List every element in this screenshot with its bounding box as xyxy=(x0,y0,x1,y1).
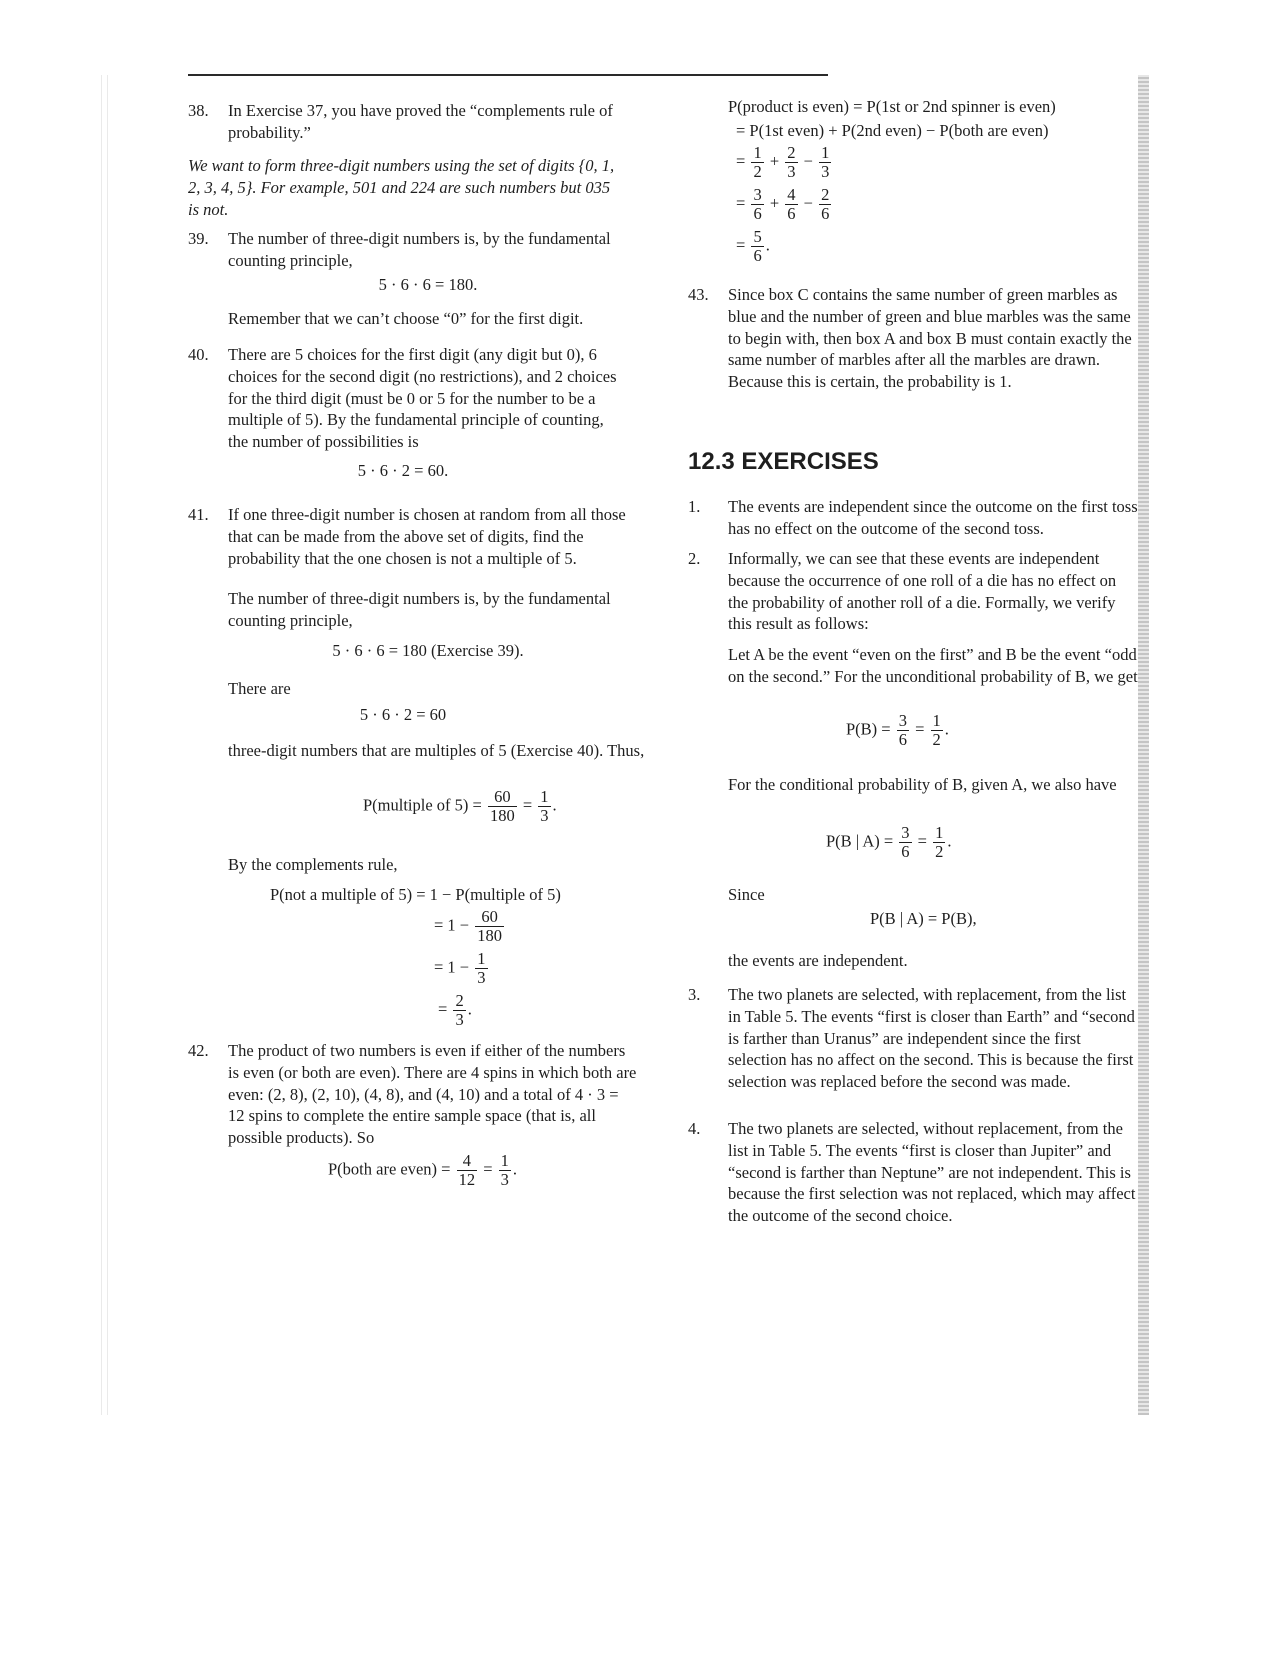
numerator: 1 xyxy=(477,949,486,968)
equation-row: P(not a multiple of 5) = 1 − P(multiple of 5) xyxy=(270,885,561,904)
fraction xyxy=(785,144,797,181)
exercise-text: If one three-digit number is chosen at random from all those that can be made from the above set of digits, find the probability that the one chosen is not a multiple of 5. xyxy=(228,505,626,568)
row-prefix: = 1 − xyxy=(434,957,470,977)
row-prefix: = xyxy=(438,999,448,1019)
numerator: 60 xyxy=(475,908,504,927)
equation-row xyxy=(434,908,506,945)
equation: 5 · 6 · 2 = 60. xyxy=(357,461,449,480)
denominator: 3 xyxy=(540,806,549,826)
exercise-text: Since box C contains the same number of green marbles as blue and the number of green and blue marbles was the same to begin with, then box A and box B must contain exactly the same number of marbles after all the marbles are drawn. Because this is certain, the probability is 1. xyxy=(728,285,1132,392)
denominator: 180 xyxy=(489,806,515,826)
denominator: 6 xyxy=(787,204,796,224)
paragraph: the events are independent. xyxy=(728,951,908,970)
paragraph: The number of three-digit numbers is, by the fundamental counting principle, xyxy=(228,589,611,630)
row-prefix: = xyxy=(736,193,746,213)
equation-lhs: P(both are even) = xyxy=(328,1159,451,1179)
fraction xyxy=(475,908,504,945)
exercise-text: There are 5 choices for the first digit (any digit but 0), 6 choices for the second digit (no restrictions), and 2 choices for the third digit (must be 0 or 5 for the number to be a multiple of 5). By the fundamental principle of counting, the number of possibilities is xyxy=(228,345,617,452)
fraction xyxy=(897,712,909,749)
section-heading: 12.3 EXERCISES xyxy=(688,448,879,475)
equation-multiple-of-5 xyxy=(363,788,557,825)
fraction xyxy=(751,144,763,181)
paragraph: three-digit numbers that are multiples of 5 (Exercise 40). Thus, xyxy=(228,741,645,760)
row-prefix: = xyxy=(736,235,746,255)
equals: = xyxy=(483,1159,493,1179)
denominator: 3 xyxy=(455,1010,464,1030)
denominator: 6 xyxy=(901,842,910,862)
fraction xyxy=(499,1152,511,1189)
exercise-number: 3. xyxy=(688,985,701,1004)
denominator: 180 xyxy=(477,926,502,946)
denominator: 2 xyxy=(932,730,941,750)
equation-both-even xyxy=(328,1152,517,1189)
fraction xyxy=(453,992,465,1029)
paragraph: Since xyxy=(728,885,765,904)
fraction xyxy=(488,788,517,825)
note: Remember that we can’t choose “0” for the first digit. xyxy=(228,309,584,328)
equation-p-b xyxy=(846,712,949,749)
paragraph: By the complements rule, xyxy=(228,855,398,874)
denominator: 3 xyxy=(500,1170,509,1190)
exercise-text: Informally, we can see that these events are independent because the occurrence of one roll of a die has no effect on the probability of another roll of a die. Formally, we verify this result as follows: xyxy=(728,549,1117,634)
exercise-number: 42. xyxy=(188,1041,209,1060)
numerator: 1 xyxy=(540,787,549,806)
equation-row: = P(1st even) + P(2nd even) − P(both are even) xyxy=(736,121,1049,140)
period: . xyxy=(944,719,949,739)
equation: 5 · 6 · 6 = 180. xyxy=(378,275,478,294)
section-intro: We want to form three-digit numbers using the set of digits {0, 1, 2, 3, 4, 5}. For example, 501 and 224 are such numbers but 035 is not. xyxy=(188,156,615,219)
fraction xyxy=(751,228,763,265)
period: . xyxy=(947,831,952,851)
numerator: 3 xyxy=(753,185,762,204)
numerator: 1 xyxy=(753,143,762,162)
operator: + xyxy=(769,193,780,213)
equation: P(B | A) = P(B), xyxy=(870,909,977,928)
period: . xyxy=(765,235,770,255)
fraction xyxy=(785,186,797,223)
equation-lhs: P(multiple of 5) = xyxy=(363,795,482,815)
denominator: 3 xyxy=(477,968,486,988)
equation-p-b-given-a xyxy=(826,824,951,861)
exercise-number: 4. xyxy=(688,1119,701,1138)
numerator: 2 xyxy=(821,185,830,204)
denominator: 3 xyxy=(787,162,796,182)
denominator: 6 xyxy=(898,730,907,750)
denominator: 2 xyxy=(753,162,762,182)
numerator: 5 xyxy=(753,227,762,246)
exercise-number: 40. xyxy=(188,345,209,364)
exercise-number: 39. xyxy=(188,229,209,248)
equation-row xyxy=(438,992,472,1029)
exercise-number: 1. xyxy=(688,497,701,516)
exercise-number: 43. xyxy=(688,285,709,304)
fraction xyxy=(899,824,911,861)
equals: = xyxy=(522,795,533,815)
operator: − xyxy=(803,151,813,171)
numerator: 2 xyxy=(455,991,464,1010)
denominator: 6 xyxy=(821,204,830,224)
numerator: 3 xyxy=(898,711,907,730)
exercise-text: In Exercise 37, you have proved the “complements rule of probability.” xyxy=(228,101,613,142)
equals: = xyxy=(917,831,927,851)
fraction xyxy=(538,788,550,825)
period: . xyxy=(552,795,557,815)
exercise-number: 41. xyxy=(188,505,209,524)
numerator: 60 xyxy=(488,788,517,807)
numerator: 1 xyxy=(500,1151,509,1170)
equation: 5 · 6 · 6 = 180 (Exercise 39). xyxy=(332,641,524,660)
row-prefix: = xyxy=(736,151,746,171)
fraction xyxy=(819,186,831,223)
exercise-number: 38. xyxy=(188,101,209,120)
fraction xyxy=(457,1152,478,1189)
denominator: 2 xyxy=(935,842,944,862)
exercise-text: The two planets are selected, with replacement, from the list in Table 5. The events “first is closer than Earth” and “second is farther than Uranus” are independent since the first selection has no affect on the second. This is because the first selection was replaced before the second was made. xyxy=(728,985,1135,1092)
scan-margin-marks xyxy=(96,75,112,1415)
denominator: 6 xyxy=(753,246,762,266)
equals: = xyxy=(915,719,925,739)
operator: − xyxy=(803,193,813,213)
numerator: 1 xyxy=(935,823,944,842)
numerator: 4 xyxy=(787,185,796,204)
equation-row xyxy=(736,186,833,223)
fraction xyxy=(475,950,487,987)
numerator: 1 xyxy=(821,143,830,162)
fraction xyxy=(751,186,763,223)
exercise-text: The two planets are selected, without replacement, from the list in Table 5. The events “first is closer than Jupiter” and “second is farther than Neptune” are not independent. This is because the first selection was not replaced, which may affect the outcome of the second choice. xyxy=(728,1119,1136,1226)
exercise-number: 2. xyxy=(688,549,701,568)
numerator: 1 xyxy=(932,711,941,730)
denominator: 12 xyxy=(458,1170,476,1190)
denominator: 3 xyxy=(821,162,830,182)
equation-row: P(product is even) = P(1st or 2nd spinner is even) xyxy=(728,97,1056,116)
fraction xyxy=(819,144,831,181)
row-prefix: = 1 − xyxy=(434,915,470,935)
period: . xyxy=(512,1159,518,1179)
fraction xyxy=(931,712,943,749)
equation-row xyxy=(736,144,833,181)
denominator: 6 xyxy=(753,204,762,224)
fraction xyxy=(933,824,945,861)
numerator: 3 xyxy=(901,823,910,842)
paragraph: For the conditional probability of B, given A, we also have xyxy=(728,775,1117,794)
paragraph: There are xyxy=(228,679,291,698)
top-rule xyxy=(188,74,828,76)
equation-lhs: P(B | A) = xyxy=(826,831,894,851)
period: . xyxy=(467,999,472,1019)
operator: + xyxy=(769,151,780,171)
numerator: 2 xyxy=(787,143,796,162)
exercise-text: The product of two numbers is even if either of the numbers is even (or both are even). There are 4 spins in which both are even: (2, 8), (2, 10), (4, 8), and (4, 10) and a total of 4 · 3 = 12 spins to complete the entire sample space (that is, all possible products). So xyxy=(228,1041,637,1148)
paragraph: Let A be the event “even on the first” and B be the event “odd on the second.” For the unconditional probability of B, we get xyxy=(728,645,1138,686)
equation-row xyxy=(736,228,770,265)
exercise-text: The number of three-digit numbers is, by the fundamental counting principle, xyxy=(228,229,611,270)
equation: 5 · 6 · 2 = 60 xyxy=(359,705,447,724)
equation-row xyxy=(434,950,490,987)
equation-lhs: P(B) = xyxy=(846,719,891,739)
numerator: 4 xyxy=(457,1152,478,1171)
exercise-text: The events are independent since the outcome on the first toss has no effect on the outcome of the second toss. xyxy=(728,497,1138,538)
